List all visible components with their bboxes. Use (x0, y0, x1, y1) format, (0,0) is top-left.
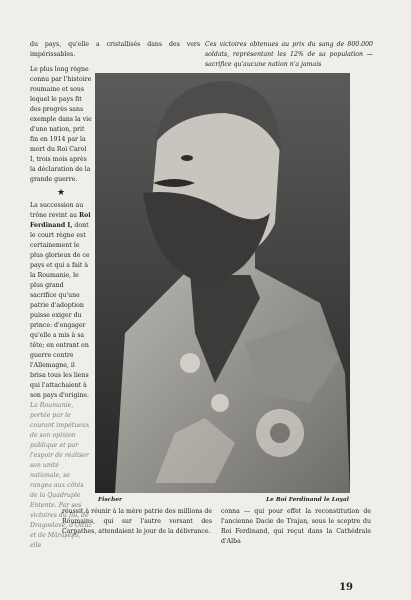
bottom-right-paragraph: conna — qui pour effet la reconstitution de l'ancienne Dacie de Trajan, sous le sceptre du Roi Ferdinand, qui reçut dans la Cathédrale d'Alba (221, 508, 371, 545)
top-left-paragraph: du pays, qu'elle a cristallisés dans des vers impérissables. (30, 41, 200, 58)
left-column (30, 65, 92, 551)
left-paragraph-2 (30, 201, 92, 401)
page-number: 19 (339, 582, 353, 593)
left-paragraph-2-intro: La succession au trône revint au (30, 202, 84, 219)
left-paragraph-1: Le plus long règne connu par l'histoire roumaine et sous lequel le pays fit des progrès sans exemple dans la vie d'une nation, prit fin en 1914 par la mort du Roi Carol I, trois mois après la déclaration de la grande guerre. (30, 66, 92, 183)
king-portrait-image (95, 73, 350, 493)
photo-credit: Fischer (98, 497, 123, 503)
left-paragraph-2-rest: dont le court règne est certainement le plus glorieux de ce pays et qui a fait à la Roumanie, le plus grand sacrifice qu'une patrie d'adoption puisse exiger du prince: d'engager qu'elle a mis à sa tête; en entrant en guerre contre l'Allemagne, il brisa tous les liens qui l'attachaient à son pays d'origine. (30, 222, 90, 399)
bottom-left-paragraph: réussit à réunir à la mère patrie des millions de Roumains, qui sur l'autre versant des Carpathes, attendaient le jour de la délivrance. (62, 508, 212, 535)
portrait-photo (95, 73, 350, 493)
king-name: Roi Ferdinand I, (30, 212, 91, 229)
photo-caption: Le Roi Ferdinand le Loyal (266, 497, 349, 503)
top-right-paragraph: Ces victoires obtenues au prix du sang de 800.000 soldats, représentant les 12% de sa population — sacrifice qu'aucune nation n'a jamais (205, 41, 373, 68)
star-divider: ★ (56, 188, 66, 198)
left-paragraph-3: La Roumanie, portée par le courant impétueux de son opinion publique et par l'espoir de réaliser son unité nationale, se rangea aux côtés de la Quadruple Entente. Par ses victoires du Jiu, de Dragoslave, d'Oituz et de Mărăşeşti, elle (30, 402, 92, 549)
